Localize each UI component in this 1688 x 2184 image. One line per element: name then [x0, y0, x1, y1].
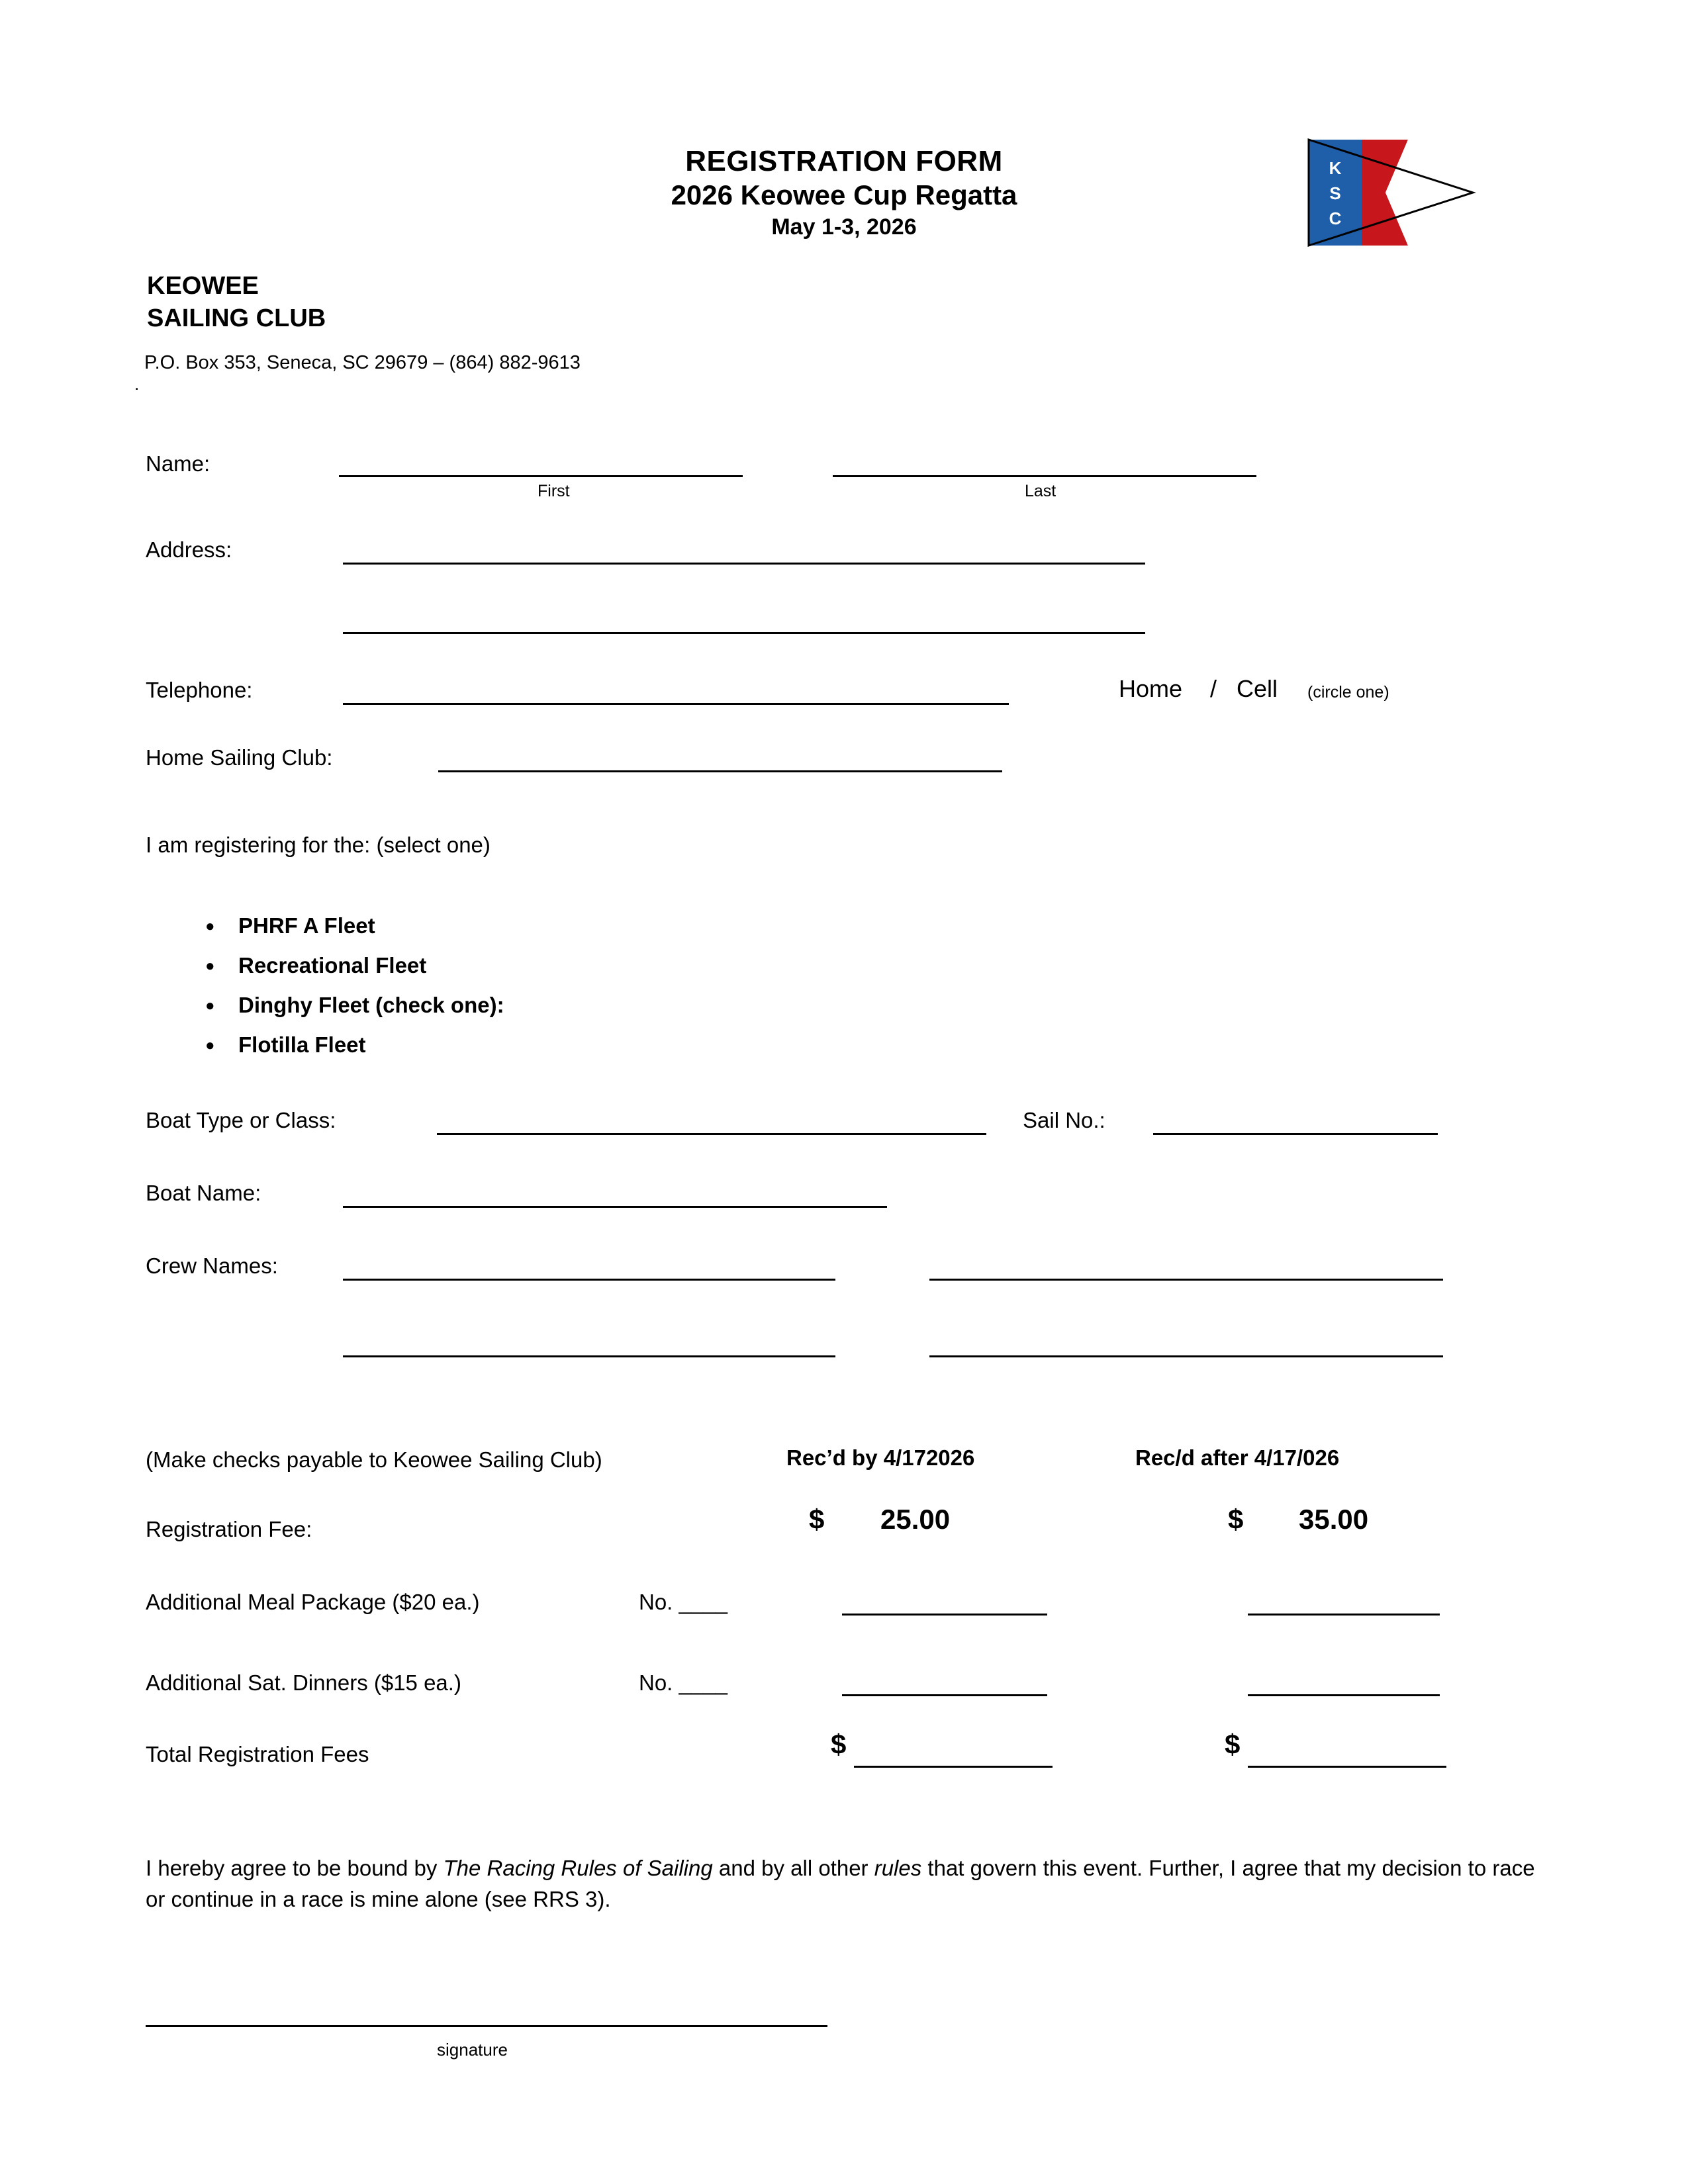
boat-name-input[interactable]: [343, 1206, 887, 1208]
agreement-italic1: The Racing Rules of Sailing: [443, 1856, 713, 1880]
telephone-input[interactable]: [343, 703, 1009, 705]
home-club-label: Home Sailing Club:: [146, 745, 333, 770]
registering-label: I am registering for the: (select one): [146, 833, 491, 857]
fleet-option-label: Flotilla Fleet: [238, 1032, 366, 1057]
crew-name-input-3[interactable]: [343, 1355, 835, 1357]
fee-col2-currency: $: [1228, 1504, 1244, 1535]
crew-name-input-4[interactable]: [929, 1355, 1443, 1357]
club-name-line1: KEOWEE: [147, 272, 259, 300]
name-last-input[interactable]: [833, 475, 1256, 477]
fee-row-label: Total Registration Fees: [146, 1742, 369, 1766]
stray-mark: .: [134, 374, 140, 394]
home-club-input[interactable]: [438, 770, 1002, 772]
crew-name-input-1[interactable]: [343, 1279, 835, 1281]
fee-col2-value: 35.00: [1299, 1504, 1369, 1535]
address-line2-input[interactable]: [343, 632, 1145, 634]
ksc-burgee-icon: [1307, 136, 1479, 251]
club-name: [147, 270, 326, 334]
name-first-caption: First: [538, 482, 570, 500]
event-date: May 1-3, 2026: [771, 214, 917, 240]
signature-input[interactable]: [146, 2025, 827, 2027]
fee-row-label: Additional Sat. Dinners ($15 ea.): [146, 1670, 461, 1695]
signature-caption: signature: [437, 2040, 508, 2060]
fleet-option-label: Recreational Fleet: [238, 953, 427, 978]
fleet-option-label: Dinghy Fleet (check one):: [238, 993, 504, 1017]
fee-col1-currency: $: [809, 1504, 825, 1535]
fleet-option-recreational[interactable]: [199, 952, 504, 991]
agreement-italic2: rules: [874, 1856, 922, 1880]
club-address: P.O. Box 353, Seneca, SC 29679 – (864) 882-9613: [144, 352, 581, 373]
phone-type-cell[interactable]: Cell: [1237, 675, 1278, 702]
agreement-part3: that govern this event. Further, I agree that my decision to race or continue in a race is mine alone (see RRS 3).: [146, 1856, 1535, 1911]
fleet-options-list: [199, 912, 504, 1071]
phone-type-home[interactable]: Home: [1119, 675, 1183, 702]
meal-qty-input[interactable]: No. ____: [639, 1590, 727, 1614]
fleet-option-phrf-a[interactable]: [199, 912, 504, 952]
total-col1-currency: $: [831, 1729, 847, 1760]
crew-name-input-2[interactable]: [929, 1279, 1443, 1281]
boat-type-label: Boat Type or Class:: [146, 1108, 336, 1132]
fee-col1-value: 25.00: [880, 1504, 951, 1535]
fees-col2-header: Rec/d after 4/17/026: [1135, 1445, 1340, 1470]
total-col2-currency: $: [1225, 1729, 1241, 1760]
fleet-option-label: PHRF A Fleet: [238, 913, 375, 938]
club-name-line2: SAILING CLUB: [147, 304, 326, 332]
address-label: Address:: [146, 537, 232, 562]
name-last-caption: Last: [1025, 482, 1056, 500]
boat-name-label: Boat Name:: [146, 1181, 261, 1205]
meal-col2-input[interactable]: [1248, 1614, 1440, 1615]
fleet-option-flotilla[interactable]: [199, 1031, 504, 1071]
dinner-col1-input[interactable]: [842, 1694, 1047, 1696]
checks-payable-note: (Make checks payable to Keowee Sailing Club): [146, 1447, 602, 1472]
svg-text:K: K: [1329, 158, 1342, 178]
page-subtitle: 2026 Keowee Cup Regatta: [671, 179, 1017, 210]
fleet-option-dinghy[interactable]: [199, 991, 504, 1031]
name-label: Name:: [146, 451, 211, 476]
crew-names-label: Crew Names:: [146, 1253, 278, 1278]
total-col2-input[interactable]: [1248, 1766, 1446, 1768]
fee-row-label: Registration Fee:: [146, 1517, 312, 1541]
total-col1-input[interactable]: [854, 1766, 1053, 1768]
address-line1-input[interactable]: [343, 563, 1145, 565]
fee-row-label: Additional Meal Package ($20 ea.): [146, 1590, 480, 1614]
agreement-part2: and by all other: [712, 1856, 874, 1880]
svg-text:S: S: [1329, 183, 1341, 203]
page-title: REGISTRATION FORM: [685, 145, 1003, 177]
sail-no-input[interactable]: [1153, 1133, 1438, 1135]
dinner-col2-input[interactable]: [1248, 1694, 1440, 1696]
telephone-label: Telephone:: [146, 678, 253, 702]
svg-text:C: C: [1329, 208, 1342, 228]
boat-type-input[interactable]: [437, 1133, 986, 1135]
meal-col1-input[interactable]: [842, 1614, 1047, 1615]
name-first-input[interactable]: [339, 475, 743, 477]
fees-col1-header: Rec’d by 4/172026: [786, 1445, 975, 1470]
phone-type-separator: /: [1210, 675, 1217, 702]
agreement-part1: I hereby agree to be bound by: [146, 1856, 444, 1880]
sail-no-label: Sail No.:: [1023, 1108, 1105, 1132]
agreement-text: [146, 1853, 1536, 1915]
phone-type-note: (circle one): [1307, 683, 1389, 702]
dinner-qty-input[interactable]: No. ____: [639, 1670, 727, 1695]
